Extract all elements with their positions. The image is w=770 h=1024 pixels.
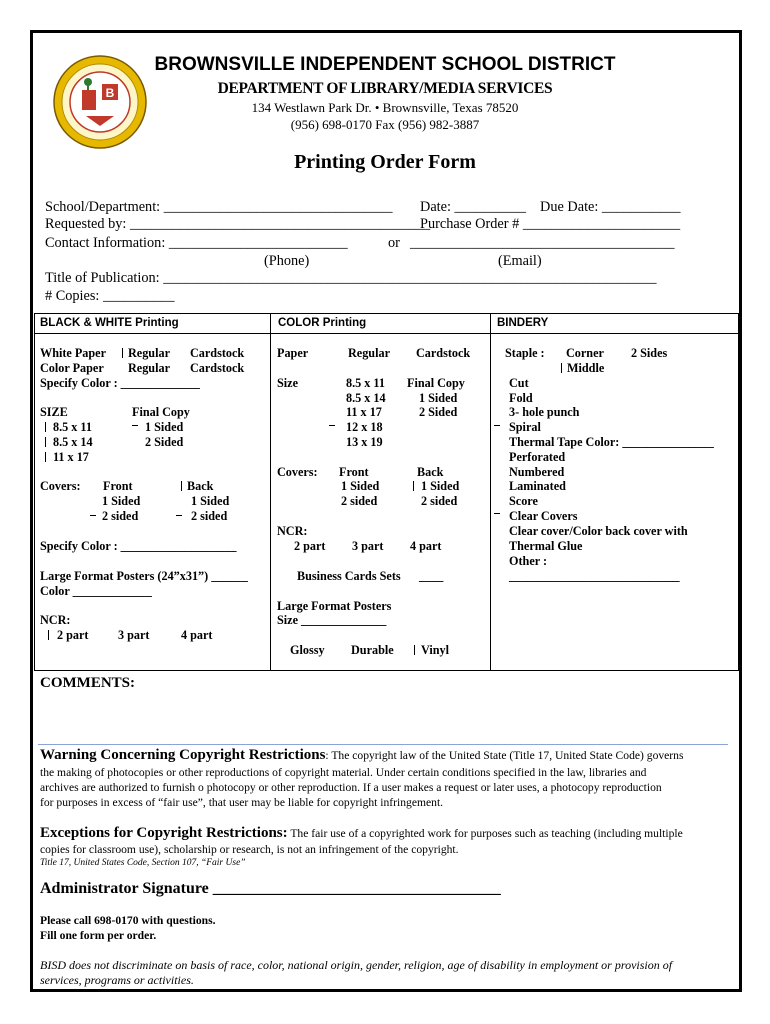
comments-label: COMMENTS: <box>40 675 135 691</box>
bindery-option[interactable]: Score <box>509 494 538 508</box>
color-size-option[interactable]: 8.5 x 11 <box>346 376 385 390</box>
email-label: (Email) <box>498 253 542 269</box>
dept-title: DEPARTMENT OF LIBRARY/MEDIA SERVICES <box>217 80 553 97</box>
exceptions-title: Exceptions for Copyright Restrictions: <box>40 825 288 841</box>
color-heading: COLOR Printing <box>278 317 367 329</box>
bw-regular-option[interactable]: Regular <box>128 346 170 360</box>
bindery-option[interactable]: Thermal Glue <box>509 539 583 553</box>
color-ncr-4-part[interactable]: 4 part <box>410 539 442 553</box>
bindery-option[interactable]: Other : <box>509 554 548 568</box>
color-ncr-2-part[interactable]: 2 part <box>294 539 326 553</box>
date-field[interactable]: Date: __________ <box>420 199 527 215</box>
color-back-1-sided[interactable]: 1 Sided <box>421 479 460 493</box>
color-size-option[interactable]: 11 x 17 <box>346 405 382 419</box>
bw-ncr-label: NCR: <box>40 613 71 627</box>
bw-color-cardstock-option[interactable]: Cardstock <box>190 361 245 375</box>
phone-label: (Phone) <box>264 253 310 269</box>
bindery-option[interactable]: Laminated <box>509 479 566 493</box>
color-ncr-label: NCR: <box>277 524 308 538</box>
bw-back-2-sided[interactable]: 2 sided <box>191 509 228 523</box>
bw-back-1-sided[interactable]: 1 Sided <box>191 494 230 508</box>
color-size-option[interactable]: 8.5 x 14 <box>346 391 386 405</box>
bw-specify-color[interactable]: Specify Color : _____________ <box>40 376 200 390</box>
svg-text:B: B <box>105 86 115 100</box>
contact-email-field[interactable]: _____________________________________ <box>410 235 675 251</box>
color-covers-front: Front <box>339 465 369 479</box>
checkbox-mark[interactable] <box>122 348 123 358</box>
bw-size-option[interactable]: 8.5 x 14 <box>53 435 93 449</box>
requested-by-field[interactable]: Requested by: __________________________________________ <box>45 216 431 232</box>
due-date-field[interactable]: Due Date: ___________ <box>540 199 681 215</box>
bw-1-sided-option[interactable]: 1 Sided <box>145 420 184 434</box>
bindery-option[interactable]: Clear Covers <box>509 509 578 523</box>
bindery-option[interactable]: Clear cover/Color back cover with <box>509 524 688 538</box>
bindery-option[interactable]: Spiral <box>509 420 541 434</box>
bw-size-label: SIZE <box>40 405 68 419</box>
bw-front-1-sided[interactable]: 1 Sided <box>102 494 141 508</box>
bw-specify-color-2[interactable]: Specify Color : ___________________ <box>40 539 237 553</box>
warning-line-2: the making of photocopies or other reproductions of copyright material. Under certain conditions specified in the law, libraries and <box>40 766 647 779</box>
color-front-1-sided[interactable]: 1 Sided <box>341 479 380 493</box>
bw-ncr-4-part[interactable]: 4 part <box>181 628 213 642</box>
bindery-middle-option[interactable]: Middle <box>567 361 605 375</box>
one-form-note: Fill one form per order. <box>40 929 157 942</box>
nondiscrimination-line-2: services, programs or activities. <box>40 973 194 987</box>
org-title: BROWNSVILLE INDEPENDENT SCHOOL DISTRICT <box>154 54 616 75</box>
color-vinyl-option[interactable]: Vinyl <box>421 643 449 657</box>
color-regular-option[interactable]: Regular <box>348 346 390 360</box>
color-large-format-size[interactable]: Size ______________ <box>277 613 387 627</box>
divider <box>38 744 728 745</box>
color-final-copy-label: Final Copy <box>407 376 465 390</box>
bw-large-format[interactable]: Large Format Posters (24”x31”) ______ <box>40 569 248 583</box>
color-1-sided-option[interactable]: 1 Sided <box>419 391 458 405</box>
bw-size-option[interactable]: 8.5 x 11 <box>53 420 92 434</box>
phone-fax: (956) 698-0170 Fax (956) 982-3887 <box>290 117 480 132</box>
purchase-order-field[interactable]: Purchase Order # ______________________ <box>420 216 681 232</box>
bindery-option[interactable]: Thermal Tape Color: _______________ <box>509 435 714 449</box>
call-info: Please call 698-0170 with questions. <box>40 914 216 927</box>
color-business-cards: Business Cards Sets <box>297 569 401 583</box>
nondiscrimination-line-1: BISD does not discriminate on basis of race, color, national origin, gender, religion, age of disability in employment or provision of <box>40 958 673 972</box>
bindery-staple-label: Staple : <box>505 346 545 360</box>
bindery-corner-option[interactable]: Corner <box>566 346 604 360</box>
exceptions-line-1: Exceptions for Copyright Restrictions: The fair use of a copyrighted work for purposes such as teaching (including multiple <box>40 825 683 841</box>
warning-line-3: archives are authorized to furnish o photocopy or other reproduction. If a user makes a request or later uses, a photocopy reproduction <box>40 781 662 794</box>
bindery-option[interactable]: Perforated <box>509 450 566 464</box>
color-covers-label: Covers: <box>277 465 318 479</box>
bindery-heading: BINDERY <box>497 317 549 329</box>
bw-color-paper: Color Paper <box>40 361 104 375</box>
warning-line-4: for purposes in excess of “fair use”, that user may be liable for copyright infringement. <box>40 796 444 809</box>
bindery-2-sides-option[interactable]: 2 Sides <box>631 346 668 360</box>
bindery-option[interactable]: Cut <box>509 376 529 390</box>
bindery-option[interactable]: Fold <box>509 391 533 405</box>
bw-ncr-3-part[interactable]: 3 part <box>118 628 150 642</box>
bindery-option[interactable]: 3- hole punch <box>509 405 580 419</box>
color-business-cards-sets-field[interactable]: ____ <box>419 569 444 583</box>
color-large-format: Large Format Posters <box>277 599 392 613</box>
bw-covers-back: Back <box>187 479 214 493</box>
color-2-sided-option[interactable]: 2 Sided <box>419 405 458 419</box>
exceptions-line-2: copies for classroom use), scholarship or research, is not an infringement of the copyright. <box>40 843 459 856</box>
exceptions-citation: Title 17, United States Code, Section 107, “Fair Use” <box>40 858 246 868</box>
color-glossy-option[interactable]: Glossy <box>290 643 325 657</box>
bw-covers-label: Covers: <box>40 479 81 493</box>
or-label: or <box>388 235 400 251</box>
color-cardstock-option[interactable]: Cardstock <box>416 346 471 360</box>
color-size-label: Size <box>277 376 298 390</box>
copies-field[interactable]: # Copies: __________ <box>45 288 175 304</box>
contact-phone-field[interactable]: Contact Information: _________________________ <box>45 235 348 251</box>
bindery-option[interactable]: ____________________________ <box>509 569 680 583</box>
color-size-option[interactable]: 13 x 19 <box>346 435 383 449</box>
bw-cardstock-option[interactable]: Cardstock <box>190 346 245 360</box>
bw-white-paper: White Paper <box>40 346 107 360</box>
bw-front-2-sided[interactable]: 2 sided <box>102 509 139 523</box>
bw-final-copy-label: Final Copy <box>132 405 190 419</box>
bw-covers-front: Front <box>103 479 133 493</box>
bw-2-sided-option[interactable]: 2 Sided <box>145 435 184 449</box>
bw-color-regular-option[interactable]: Regular <box>128 361 170 375</box>
color-back-2-sided[interactable]: 2 sided <box>421 494 458 508</box>
bw-size-option[interactable]: 11 x 17 <box>53 450 89 464</box>
warning-title: Warning Concerning Copyright Restrictions <box>40 747 326 763</box>
administrator-signature-field[interactable]: Administrator Signature ____________________________________ <box>40 880 501 897</box>
bw-ncr-2-part[interactable]: 2 part <box>57 628 89 642</box>
color-front-2-sided[interactable]: 2 sided <box>341 494 378 508</box>
warning-line-1: Warning Concerning Copyright Restrictions: The copyright law of the United State (Title 17, United State Code) governs <box>40 747 684 763</box>
bindery-option[interactable]: Numbered <box>509 465 565 479</box>
title-publication-field[interactable]: Title of Publication: _____________________________________________________________________ <box>45 270 657 286</box>
color-covers-back: Back <box>417 465 444 479</box>
color-paper-label: Paper <box>277 346 309 360</box>
color-durable-option[interactable]: Durable <box>351 643 394 657</box>
bw-color-line[interactable]: Color _____________ <box>40 584 152 598</box>
color-size-option[interactable]: 12 x 18 <box>346 420 383 434</box>
bw-heading: BLACK & WHITE Printing <box>40 317 179 329</box>
school-department-field[interactable]: School/Department: ________________________________ <box>45 199 393 215</box>
form-title: Printing Order Form <box>294 151 476 173</box>
color-ncr-3-part[interactable]: 3 part <box>352 539 384 553</box>
address: 134 Westlawn Park Dr. • Brownsville, Texas 78520 <box>251 100 519 115</box>
